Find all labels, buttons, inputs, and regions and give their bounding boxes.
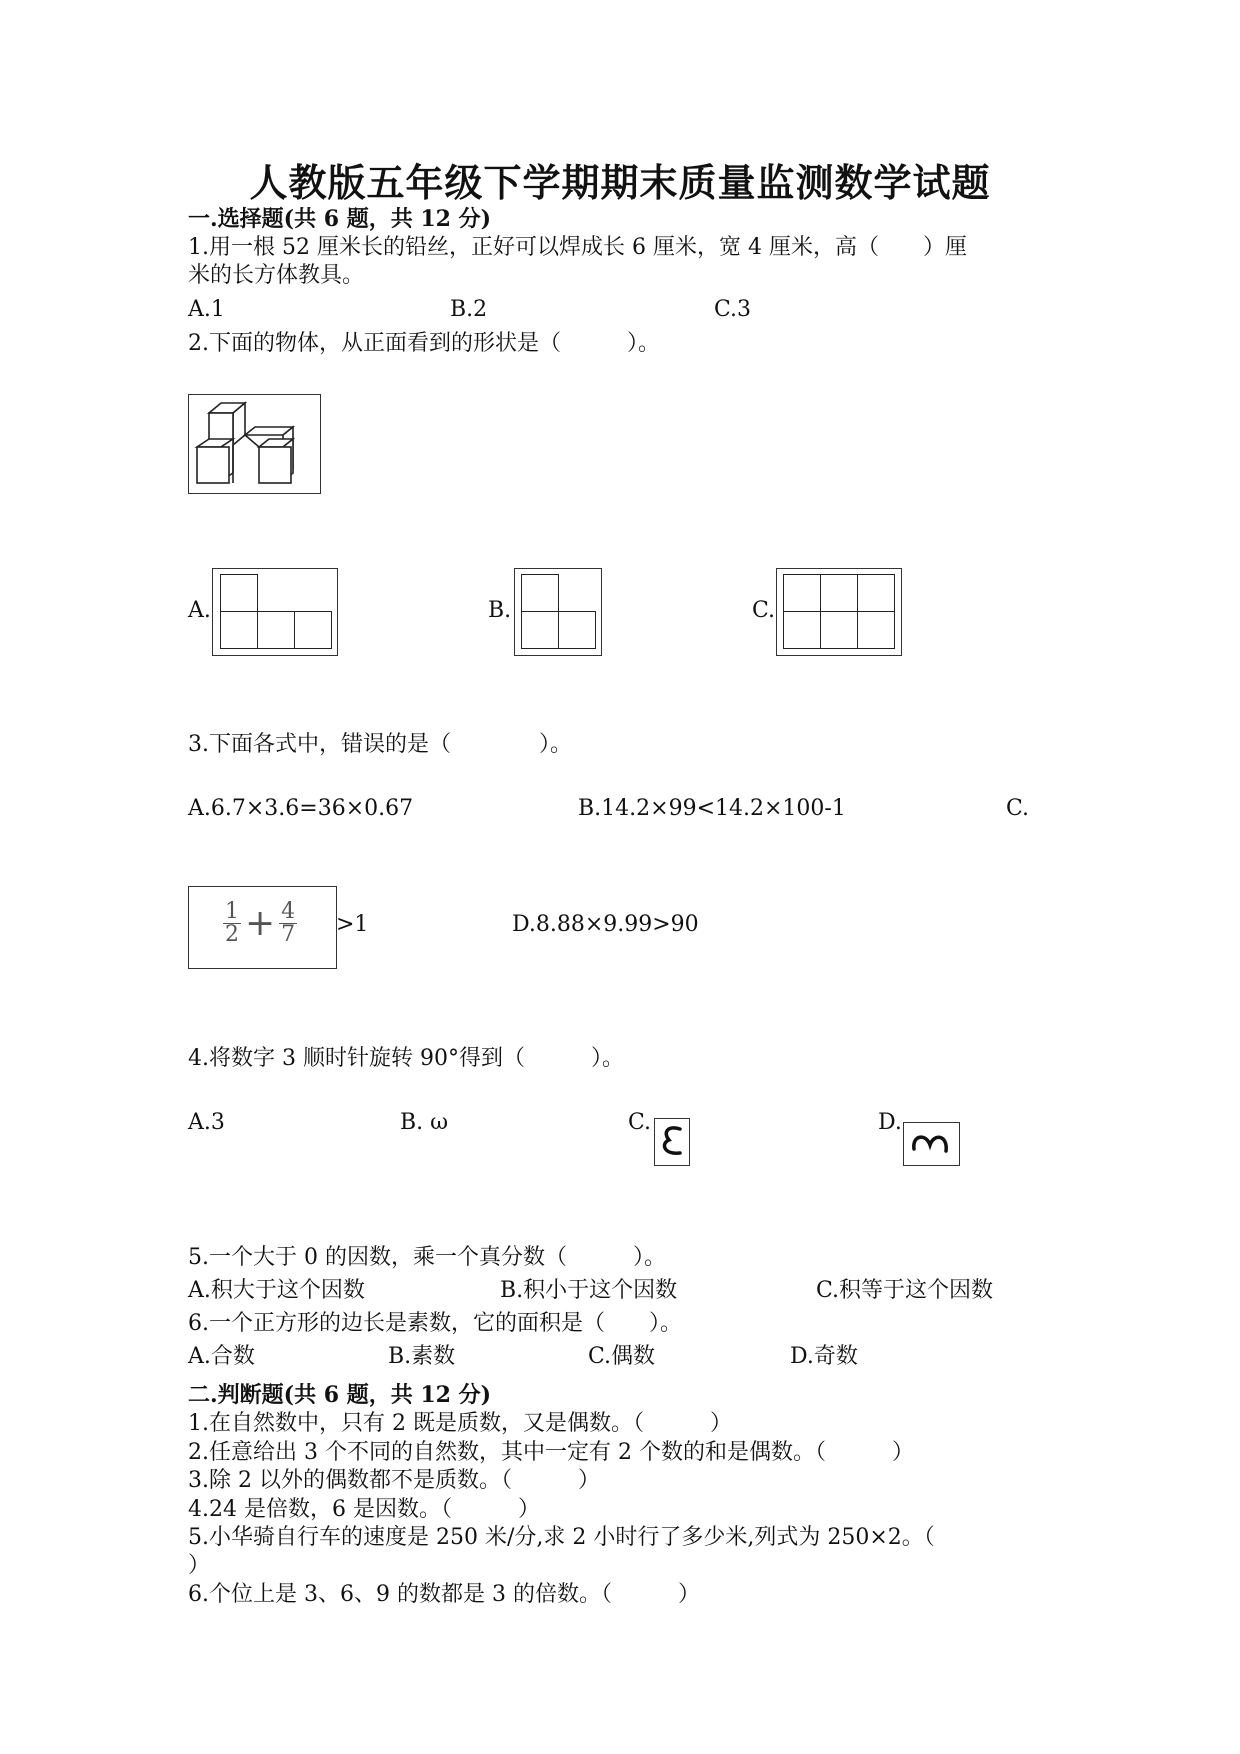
q3-option-b[interactable]: B.14.2×99<14.2×100-1 <box>578 796 846 821</box>
q2-option-a-figure[interactable] <box>212 568 338 656</box>
q5-stem: 5.一个大于 0 的因数，乘一个真分数（ ）。 <box>188 1245 666 1270</box>
judge-item-5-line1[interactable]: 5.小华骑自行车的速度是 250 米/分,求 2 小时行了多少米,列式为 250×2。（ <box>188 1525 935 1550</box>
section-heading-choice: 一.选择题(共 6 题，共 12 分) <box>188 206 492 232</box>
q6-option-c[interactable]: C.偶数 <box>588 1344 656 1369</box>
q2-option-c-label[interactable]: C. <box>752 598 776 623</box>
q4-option-b[interactable]: B. ω <box>400 1110 449 1135</box>
fraction-four-sevenths: $\frac{4}{7}$ <box>281 899 296 947</box>
q4-option-c-figure[interactable] <box>654 1118 690 1166</box>
q1-option-b[interactable]: B.2 <box>450 297 488 322</box>
q1-option-a[interactable]: A.1 <box>188 297 225 322</box>
q4-option-c-label[interactable]: C. <box>628 1110 652 1135</box>
q2-stem: 2.下面的物体，从正面看到的形状是（ ）。 <box>188 331 660 356</box>
q6-stem: 6.一个正方形的边长是素数，它的面积是（ ）。 <box>188 1311 682 1336</box>
plus-sign: + <box>245 903 276 944</box>
page-title: 人教版五年级下学期期末质量监测数学试题 <box>249 160 991 205</box>
judge-item-3[interactable]: 3.除 2 以外的偶数都不是质数。（ ） <box>188 1468 600 1493</box>
rotated-3-m-icon <box>904 1123 959 1165</box>
q3-option-a[interactable]: A.6.7×3.6=36×0.67 <box>188 796 414 821</box>
q3-option-c-label[interactable]: C. <box>1006 796 1030 821</box>
q5-option-c[interactable]: C.积等于这个因数 <box>816 1278 994 1303</box>
judge-item-6[interactable]: 6.个位上是 3、6、9 的数都是 3 的倍数。（ ） <box>188 1582 700 1607</box>
q2-option-b-label[interactable]: B. <box>488 598 512 623</box>
q5-option-a[interactable]: A.积大于这个因数 <box>188 1278 365 1303</box>
judge-item-4[interactable]: 4.24 是倍数，6 是因数。（ ） <box>188 1497 540 1522</box>
q2-cube-figure <box>188 394 321 494</box>
fraction-one-half: $\frac{1}{2}$ <box>225 899 239 947</box>
cube-stack-icon <box>189 395 320 493</box>
q3-option-c-tail: >1 <box>336 912 369 937</box>
q4-option-a[interactable]: A.3 <box>188 1110 225 1135</box>
q2-option-a-label[interactable]: A. <box>188 598 211 623</box>
judge-item-5-line2: ） <box>188 1553 211 1578</box>
judge-item-2[interactable]: 2.任意给出 3 个不同的自然数，其中一定有 2 个数的和是偶数。（ ） <box>188 1440 914 1465</box>
q1-stem-line1: 1.用一根 52 厘米长的铅丝，正好可以焊成长 6 厘米，宽 4 厘米，高（ ）厘 <box>188 235 967 260</box>
q1-stem-line2: 米的长方体教具。 <box>188 263 365 288</box>
q3-option-c-fraction-box[interactable] <box>188 886 337 969</box>
q5-option-b[interactable]: B.积小于这个因数 <box>500 1278 678 1303</box>
q3-stem: 3.下面各式中，错误的是（ ）。 <box>188 732 572 757</box>
rotated-3-epsilon-icon <box>655 1119 689 1165</box>
q6-option-a[interactable]: A.合数 <box>188 1344 255 1369</box>
q6-option-b[interactable]: B.素数 <box>388 1344 456 1369</box>
q2-option-b-figure[interactable] <box>514 568 602 656</box>
q4-stem: 4.将数字 3 顺时针旋转 90°得到（ ）。 <box>188 1046 624 1071</box>
q3-option-d[interactable]: D.8.88×9.99>90 <box>512 912 699 937</box>
judge-item-1[interactable]: 1.在自然数中，只有 2 既是质数，又是偶数。（ ） <box>188 1411 732 1436</box>
q6-option-d[interactable]: D.奇数 <box>790 1344 858 1369</box>
q1-option-c[interactable]: C.3 <box>714 297 752 322</box>
section-heading-judge: 二.判断题(共 6 题，共 12 分) <box>188 1382 492 1408</box>
q4-option-d-figure[interactable] <box>903 1122 960 1166</box>
q4-option-d-label[interactable]: D. <box>878 1110 902 1135</box>
q2-option-c-figure[interactable] <box>776 568 902 656</box>
